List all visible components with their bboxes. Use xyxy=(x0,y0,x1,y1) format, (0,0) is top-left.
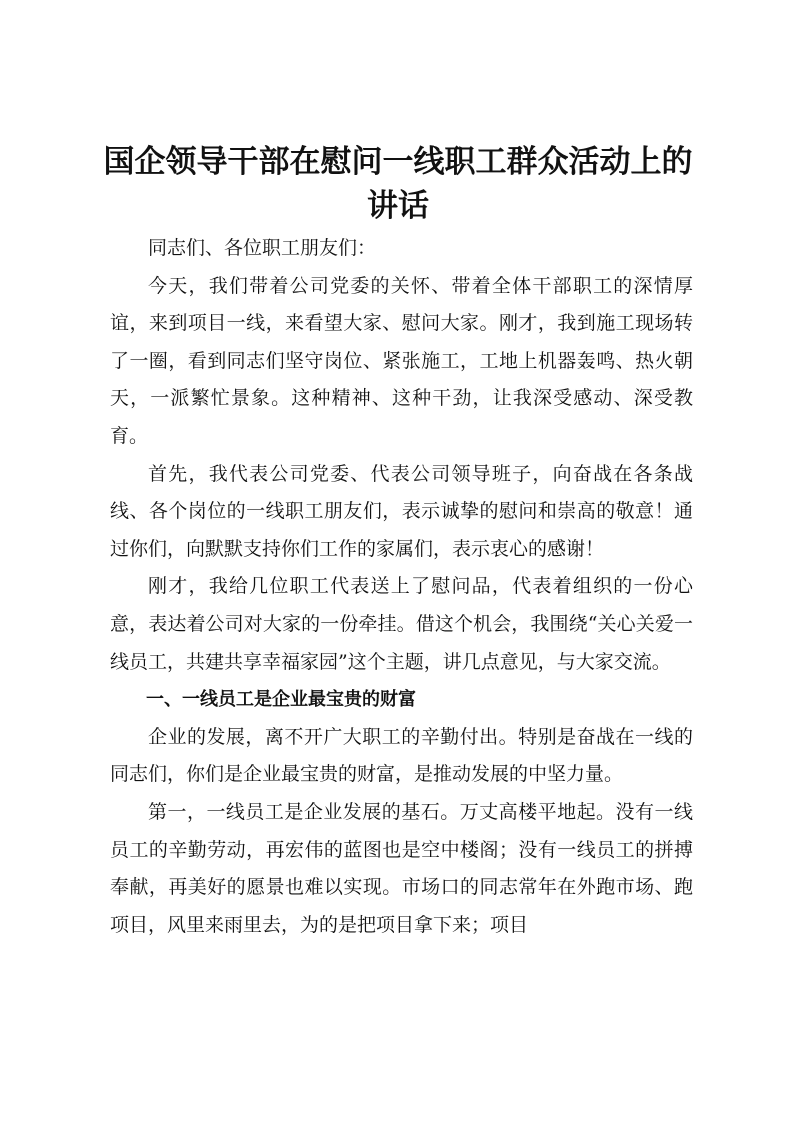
document-body xyxy=(110,230,693,944)
body-paragraph: 刚才，我给几位职工代表送上了慰问品，代表着组织的一份心意，表达着公司对大家的一份牵挂。借这个机会，我围绕“关心关爱一线员工，共建共享幸福家园”这个主题，讲几点意见，与大家交流。 xyxy=(110,575,693,673)
body-paragraph: 第一，一线员工是企业发展的基石。万丈高楼平地起。没有一线员工的辛勤劳动，再宏伟的蓝图也是空中楼阁；没有一线员工的拼搏奉献，再美好的愿景也难以实现。市场口的同志常年在外跑市场、跑项目，风里来雨里去，为的是把项目拿下来；项目 xyxy=(110,800,693,936)
greeting-paragraph: 同志们、各位职工朋友们： xyxy=(148,237,377,259)
document-title: 国企领导干部在慰问一线职工群众活动上的讲话 xyxy=(103,144,693,224)
body-paragraph: 首先，我代表公司党委、代表公司领导班子，向奋战在各条战线、各个岗位的一线职工朋友们，表示诚挚的慰问和崇高的敬意！通过你们，向默默支持你们工作的家属们，表示衷心的感谢！ xyxy=(110,462,693,560)
body-paragraph: 企业的发展，离不开广大职工的辛勤付出。特别是奋战在一线的同志们，你们是企业最宝贵的财富，是推动发展的中坚力量。 xyxy=(110,725,693,786)
body-paragraph: 今天，我们带着公司党委的关怀、带着全体干部职工的深情厚谊，来到项目一线，来看望大家、慰问大家。刚才，我到施工现场转了一圈，看到同志们坚守岗位、紧张施工，工地上机器轰鸣、热火朝天，一派繁忙景象。这种精神、这种干劲，让我深受感动、深受教育。 xyxy=(110,274,693,447)
section-heading: 一、一线员工是企业最宝贵的财富 xyxy=(146,689,416,711)
